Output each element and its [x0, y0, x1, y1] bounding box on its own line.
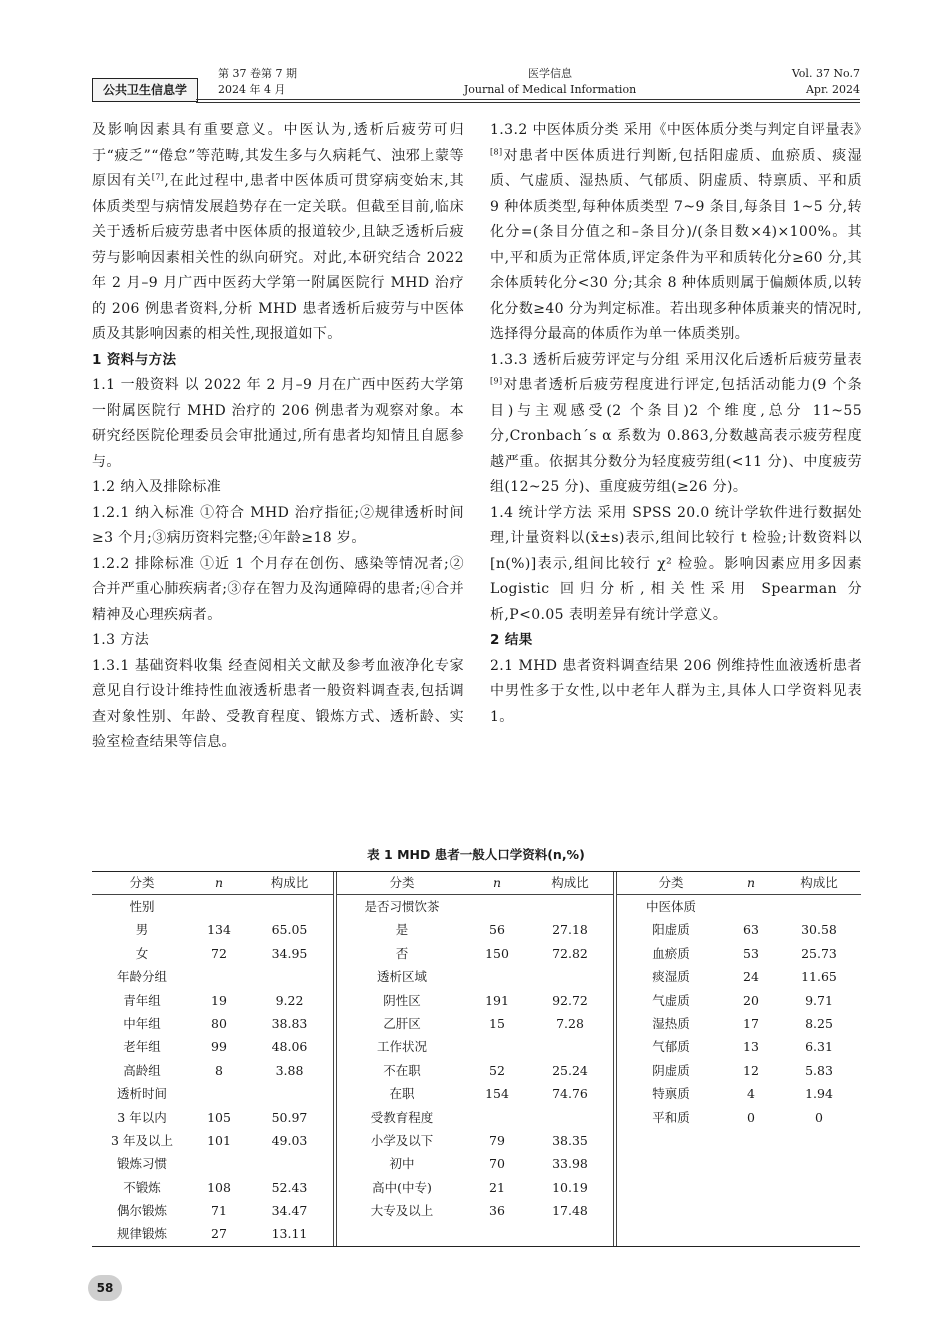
text-run: 对患者中医体质进行判断,包括阳虚质、血瘀质、痰湿质、气虚质、湿热质、气郁质、阴虚质、特禀质、平和质 9 种体质类型,每种体质类型 7~9 条目,每条目 1~5 分,转化分=(条目分值之和–条目分)/(条目数×4)×100%。其中,平和质为正常体质,评定条件为平和质转化分≥60 分,其余体质转化分<30 分;其余 8 种体质则属于偏颇体质,以转化分数≥40 分为判定标准。若出现多种体质兼夹的情况时,选择得分最高的体质作为单一体质类别。	[490, 147, 862, 342]
subsection-heading: 1.3 方法	[92, 632, 150, 648]
cell-category: 阳虚质	[652, 922, 690, 938]
cell-category: 阴虚质	[652, 1062, 690, 1078]
table-row	[92, 965, 333, 988]
cell-n: 0	[747, 1109, 755, 1125]
cell-category: 是否习惯饮茶	[364, 899, 440, 914]
text-run: 及影响因素具有重要意义。中医认为,透析后疲劳可归于“疲乏”“倦怠”等范畴,其发生多与久病耗气、浊邪上蒙等原因有关	[92, 122, 464, 189]
cell-n: 21	[489, 1179, 505, 1195]
cell-n: 17	[743, 1015, 759, 1031]
cell-category: 中年组	[123, 1015, 161, 1031]
cell-category: 否	[395, 945, 409, 961]
cell-n: 12	[743, 1062, 759, 1078]
cell-n: 105	[207, 1109, 231, 1125]
cell-n: 27	[211, 1226, 227, 1242]
table-row	[92, 1129, 333, 1152]
citation-ref: [9]	[490, 376, 503, 386]
cell-n: 134	[207, 922, 231, 938]
cell-ratio: 11.65	[801, 969, 837, 985]
section-heading: 2 结果	[490, 632, 533, 648]
cell-ratio: 6.31	[805, 1039, 833, 1055]
cell-n: 99	[211, 1039, 227, 1055]
cell-n: 101	[207, 1132, 231, 1148]
table-row	[337, 942, 613, 965]
table-row	[92, 942, 333, 965]
cell-n: 72	[211, 945, 227, 961]
cell-n: 56	[489, 922, 505, 938]
cell-category: 工作状况	[376, 1039, 427, 1055]
paragraph: 1.2.1 纳入标准 ①符合 MHD 治疗指征;②规律透析时间≥3 个月;③病历资料完整;④年龄≥18 岁。	[92, 504, 464, 546]
cell-n: 71	[211, 1203, 227, 1219]
journal-title-en: Journal of Medical Information	[463, 83, 637, 96]
table-row	[337, 1035, 613, 1058]
cell-ratio: 0	[815, 1109, 823, 1125]
cell-n: 4	[747, 1086, 755, 1102]
demographics-table	[92, 871, 860, 1247]
cell-category: 乙肝区	[383, 1015, 421, 1031]
cell-n: 63	[743, 922, 759, 938]
subsection-heading: 1.2 纳入及排除标准	[92, 479, 222, 495]
table-row	[92, 1222, 333, 1245]
table-row	[617, 1082, 861, 1105]
table-row	[92, 1106, 333, 1129]
cell-ratio: 10.19	[552, 1179, 588, 1195]
cell-category: 血瘀质	[652, 945, 690, 961]
table-row	[617, 918, 861, 941]
cell-category: 在职	[389, 1086, 415, 1102]
table-row	[617, 1106, 861, 1129]
cell-ratio: 7.28	[556, 1015, 584, 1031]
table-row	[617, 1012, 861, 1035]
cell-category: 规律锻炼	[116, 1226, 167, 1242]
cell-category: 大专及以上	[370, 1203, 434, 1219]
header-category: 分类	[389, 875, 415, 890]
cell-n: 52	[489, 1062, 505, 1078]
text-run: 1.3.2 中医体质分类 采用《中医体质分类与判定自评量表》	[490, 122, 869, 138]
cell-ratio: 48.06	[271, 1039, 308, 1055]
cell-category: 年龄分组	[116, 969, 167, 985]
cell-ratio: 9.71	[805, 992, 833, 1008]
header-n: n	[214, 875, 224, 890]
table-body	[92, 895, 333, 1246]
cell-category: 阴性区	[383, 992, 421, 1008]
cell-n: 15	[489, 1015, 505, 1031]
cell-ratio: 33.98	[552, 1156, 588, 1172]
cell-ratio: 74.76	[552, 1086, 588, 1102]
cell-category: 平和质	[652, 1109, 690, 1125]
cell-category: 小学及以下	[370, 1132, 434, 1148]
volume-en: Vol. 37 No.7	[791, 67, 860, 80]
table-header-row	[92, 872, 333, 895]
cell-category: 男	[135, 922, 149, 938]
cell-ratio: 49.03	[271, 1132, 308, 1148]
table-row	[337, 1129, 613, 1152]
cell-n: 20	[743, 992, 759, 1008]
cell-category: 气郁质	[652, 1039, 690, 1055]
table-caption: 表 1 MHD 患者一般人口学资料(n,%)	[367, 847, 585, 862]
table-row	[92, 918, 333, 941]
cell-category: 不锻炼	[123, 1179, 161, 1195]
cell-ratio: 92.72	[552, 992, 588, 1008]
paragraph	[490, 118, 869, 348]
header-ratio: 构成比	[270, 875, 309, 890]
header-rule	[196, 99, 860, 100]
cell-ratio: 27.18	[552, 922, 588, 938]
cell-n: 191	[485, 992, 509, 1008]
header-n: n	[492, 875, 502, 890]
cell-ratio: 65.05	[271, 922, 308, 938]
table-row	[337, 895, 613, 918]
table-row	[617, 895, 861, 918]
cell-n: 19	[211, 992, 227, 1008]
table-row	[92, 1012, 333, 1035]
cell-category: 偶尔锻炼	[116, 1203, 167, 1219]
table-part-1	[92, 872, 334, 1246]
cell-ratio: 38.83	[271, 1015, 308, 1031]
table-row	[92, 1176, 333, 1199]
table-row	[337, 1106, 613, 1129]
cell-category: 特禀质	[652, 1086, 690, 1102]
page-number: 58	[88, 1275, 122, 1301]
cell-category: 湿热质	[652, 1015, 690, 1031]
table-row	[92, 989, 333, 1012]
citation-ref: [8]	[490, 146, 503, 156]
left-column	[92, 118, 464, 756]
cell-ratio: 13.11	[271, 1226, 308, 1242]
table-header-row	[337, 872, 613, 895]
cell-category: 高中(中专)	[372, 1179, 432, 1195]
table-row	[337, 965, 613, 988]
citation-ref: [7]	[151, 172, 165, 182]
cell-n: 53	[743, 945, 759, 961]
cell-ratio: 72.82	[552, 945, 588, 961]
table-row	[617, 942, 861, 965]
header-category: 分类	[129, 875, 155, 890]
table-header-row	[617, 872, 861, 895]
table-row	[337, 918, 613, 941]
cell-category: 是	[395, 922, 409, 938]
cell-category: 3 年以内	[117, 1109, 167, 1125]
cell-ratio: 34.95	[271, 945, 308, 961]
cell-ratio: 9.22	[275, 992, 304, 1008]
cell-category: 初中	[389, 1156, 415, 1172]
paragraph: 1.4 统计学方法 采用 SPSS 20.0 统计学软件进行数据处理,计量资料以(x̄±s)表示,组间比较行 t 检验;计数资料以[n(%)]表示,组间比较行 χ² 检验。影响因素应用多因素 Logistic 回归分析,相关性采用 Spearman 分析,P<0.05 表明差异有统计学意义。	[490, 504, 862, 623]
table-row	[617, 1035, 861, 1058]
table-row	[337, 1059, 613, 1082]
right-column	[490, 118, 869, 730]
table-part-2	[336, 872, 614, 1246]
cell-n: 108	[207, 1179, 231, 1195]
cell-ratio: 8.25	[805, 1015, 833, 1031]
cell-category: 不在职	[383, 1062, 421, 1078]
text-run: 对患者透析后疲劳程度进行评定,包括活动能力(9 个条目)与主观感受(2 个条目)2 个维度,总分 11~55 分,Cronbach´s α 系数为 0.863,分数越高表示疲劳程度越严重。依据其分数分为轻度疲劳组(<11 分)、中度疲劳组(12~25 分)、重度疲劳组(≥26 分)。	[490, 377, 862, 495]
cell-category: 青年组	[123, 992, 161, 1008]
cell-category: 透析区域	[376, 969, 427, 985]
table-row	[92, 1035, 333, 1058]
header-ratio: 构成比	[551, 875, 589, 890]
cell-n: 80	[211, 1015, 227, 1031]
cell-category: 锻炼习惯	[116, 1156, 167, 1172]
cell-category: 透析时间	[116, 1086, 167, 1102]
cell-category: 高龄组	[123, 1062, 161, 1078]
table-row	[92, 1082, 333, 1105]
page-header	[0, 0, 950, 110]
section-badge: 公共卫生信息学	[92, 78, 198, 102]
cell-ratio: 38.35	[552, 1132, 588, 1148]
cell-n: 13	[743, 1039, 759, 1055]
cell-ratio: 1.94	[805, 1086, 833, 1102]
header-category: 分类	[658, 875, 684, 890]
paragraph: 2.1 MHD 患者资料调查结果 206 例维持性血液透析患者中男性多于女性,以中老年人群为主,具体人口学资料见表 1。	[490, 657, 862, 725]
table-row	[337, 1152, 613, 1175]
paragraph	[490, 348, 862, 501]
cell-category: 中医体质	[645, 899, 696, 914]
table-body	[337, 895, 613, 1222]
cell-category: 3 年及以上	[111, 1132, 173, 1148]
cell-n: 150	[485, 945, 509, 961]
cell-category: 老年组	[123, 1039, 161, 1055]
table-part-3	[616, 872, 861, 1246]
table-body	[617, 895, 861, 1129]
cell-n: 36	[489, 1203, 505, 1219]
header-center	[420, 66, 680, 98]
paragraph: 1.3.1 基础资料收集 经查阅相关文献及参考血液净化专家意见自行设计维持性血液透析患者一般资料调查表,包括调查对象性别、年龄、受教育程度、锻炼方式、透析龄、实验室检查结果等信息。	[92, 657, 464, 750]
paragraph: 1.1 一般资料 以 2022 年 2 月–9 月在广西中医药大学第一附属医院行 MHD 治疗的 206 例患者为观察对象。本研究经医院伦理委员会审批通过,所有患者均知情且自愿参与。	[92, 377, 464, 470]
table-row	[92, 895, 333, 918]
cell-ratio: 17.48	[552, 1203, 588, 1219]
cell-category: 女	[135, 945, 149, 961]
table-row	[337, 1199, 613, 1222]
header-right	[792, 66, 860, 98]
table-row	[92, 1059, 333, 1082]
cell-ratio: 30.58	[801, 922, 837, 938]
table-row	[337, 989, 613, 1012]
cell-n: 154	[485, 1086, 509, 1102]
table-row	[92, 1199, 333, 1222]
cell-category: 受教育程度	[370, 1109, 434, 1125]
date-cn: 2024 年 4 月	[218, 83, 286, 96]
cell-category: 痰湿质	[652, 969, 690, 985]
text-run: 1.3.3 透析后疲劳评定与分组 采用汉化后透析后疲劳量表	[490, 351, 862, 368]
text-run: ,在此过程中,患者中医体质可贯穿病变始末,其体质类型与病情发展趋势存在一定关联。但截至目前,临床关于透析后疲劳患者中医体质的报道较少,且缺乏透析后疲劳与影响因素相关性的纵向研究。对此,本研究结合 2022 年 2 月–9 月广西中医药大学第一附属医院行 MHD 治疗的 206 例患者资料,分析 MHD 患者透析后疲劳与中医体质及其影响因素的相关性,现报道如下。	[92, 173, 464, 342]
cell-n: 79	[489, 1132, 505, 1148]
volume-cn: 第 37 卷第 7 期	[218, 67, 297, 80]
cell-category: 气虚质	[652, 992, 690, 1008]
cell-ratio: 50.97	[271, 1109, 308, 1125]
header-ratio: 构成比	[800, 875, 838, 890]
header-rule-thin	[196, 102, 860, 103]
cell-ratio: 52.43	[271, 1179, 308, 1195]
section-heading: 1 资料与方法	[92, 351, 177, 368]
header-left	[218, 66, 297, 98]
table-row	[337, 1082, 613, 1105]
date-en: Apr. 2024	[805, 83, 860, 96]
header-n: n	[746, 875, 756, 890]
paragraph: 1.2.2 排除标准 ①近 1 个月存在创伤、感染等情况者;②合并严重心肺疾病者;③存在智力及沟通障碍的患者;④合并精神及心理疾病者。	[92, 555, 464, 623]
cell-ratio: 25.73	[801, 945, 837, 961]
table-row	[337, 1012, 613, 1035]
table-row	[92, 1152, 333, 1175]
cell-category: 性别	[129, 899, 155, 914]
cell-n: 70	[489, 1156, 505, 1172]
table-row	[337, 1176, 613, 1199]
paragraph	[92, 118, 464, 348]
table-row	[617, 989, 861, 1012]
table-row	[617, 965, 861, 988]
cell-n: 24	[743, 969, 759, 985]
table-row	[617, 1059, 861, 1082]
cell-ratio: 5.83	[805, 1062, 833, 1078]
cell-ratio: 3.88	[275, 1062, 304, 1078]
cell-ratio: 25.24	[552, 1062, 588, 1078]
journal-title-cn: 医学信息	[528, 67, 572, 80]
cell-n: 8	[215, 1062, 223, 1078]
cell-ratio: 34.47	[271, 1203, 308, 1219]
